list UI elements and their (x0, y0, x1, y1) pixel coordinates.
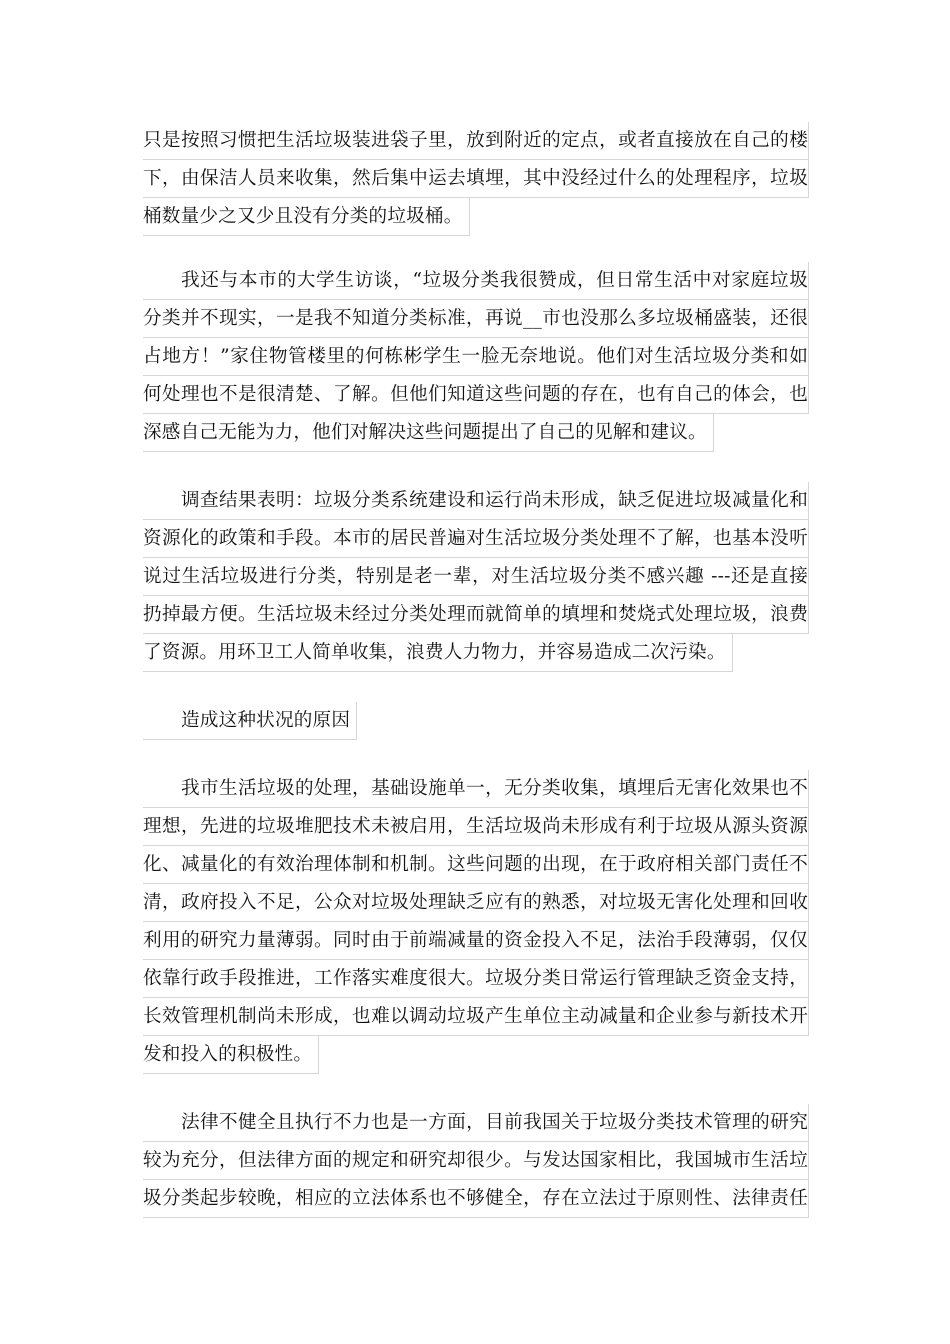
text-line: 我市生活垃圾的处理，基础设施单一，无分类收集，填埋后无害化效果也不 (143, 770, 809, 808)
section-heading (143, 702, 809, 744)
text-line: 清，政府投入不足，公众对垃圾处理缺乏应有的熟悉，对垃圾无害化处理和回收 (143, 884, 809, 922)
text-line: 理想，先进的垃圾堆肥技术未被启用，生活垃圾尚未形成有利于垃圾从源头资源 (143, 808, 809, 846)
text-line: 长效管理机制尚未形成，也难以调动垃圾产生单位主动减量和企业参与新技术开 (143, 998, 809, 1036)
text-line: 分类并不现实，一是我不知道分类标准，再说__市也没那么多垃圾桶盛装，还很 (143, 300, 809, 338)
text-line: 法律不健全且执行不力也是一方面，目前我国关于垃圾分类技术管理的研究 (143, 1104, 809, 1142)
document-page (143, 122, 809, 1244)
text-line: 何处理也不是很清楚、了解。但他们知道这些问题的存在，也有自己的体会，也 (143, 376, 809, 414)
paragraph-5 (143, 1104, 809, 1218)
text-line: 下，由保洁人员来收集，然后集中运去填埋，其中没经过什么的处理程序，垃圾 (143, 160, 809, 198)
text-line: 扔掉最方便。生活垃圾未经过分类处理而就简单的填埋和焚烧式处理垃圾，浪费 (143, 596, 809, 634)
text-line: 说过生活垃圾进行分类，特别是老一辈，对生活垃圾分类不感兴趣 ---还是直接 (143, 558, 809, 596)
text-line: 只是按照习惯把生活垃圾装进袋子里，放到附近的定点，或者直接放在自己的楼 (143, 122, 809, 160)
text-line: 化、减量化的有效治理体制和机制。这些问题的出现，在于政府相关部门责任不 (143, 846, 809, 884)
text-line: 我还与本市的大学生访谈，“垃圾分类我很赞成，但日常生活中对家庭垃圾 (143, 262, 809, 300)
heading-line: 造成这种状况的原因 (143, 702, 357, 740)
text-line: 占地方！”家住物管楼里的何栋彬学生一脸无奈地说。他们对生活垃圾分类和如 (143, 338, 809, 376)
text-line: 深感自己无能为力，他们对解决这些问题提出了自己的见解和建议。 (143, 414, 714, 452)
text-line: 资源化的政策和手段。本市的居民普遍对生活垃圾分类处理不了解，也基本没听 (143, 520, 809, 558)
paragraph-4 (143, 770, 809, 1078)
paragraph-3 (143, 482, 809, 676)
text-line: 调查结果表明：垃圾分类系统建设和运行尚未形成，缺乏促进垃圾减量化和 (143, 482, 809, 520)
text-line: 发和投入的积极性。 (143, 1036, 319, 1074)
paragraph-2 (143, 262, 809, 456)
text-line: 圾分类起步较晚，相应的立法体系也不够健全，存在立法过于原则性、法律责任 (143, 1180, 809, 1218)
text-line: 了资源。用环卫工人简单收集，浪费人力物力，并容易造成二次污染。 (143, 634, 733, 672)
text-line: 较为充分，但法律方面的规定和研究却很少。与发达国家相比，我国城市生活垃 (143, 1142, 809, 1180)
paragraph-1 (143, 122, 809, 240)
text-line: 桶数量少之又少且没有分类的垃圾桶。 (143, 198, 470, 236)
text-line: 利用的研究力量薄弱。同时由于前端减量的资金投入不足，法治手段薄弱，仅仅 (143, 922, 809, 960)
text-line: 依靠行政手段推进，工作落实难度很大。垃圾分类日常运行管理缺乏资金支持， (143, 960, 809, 998)
